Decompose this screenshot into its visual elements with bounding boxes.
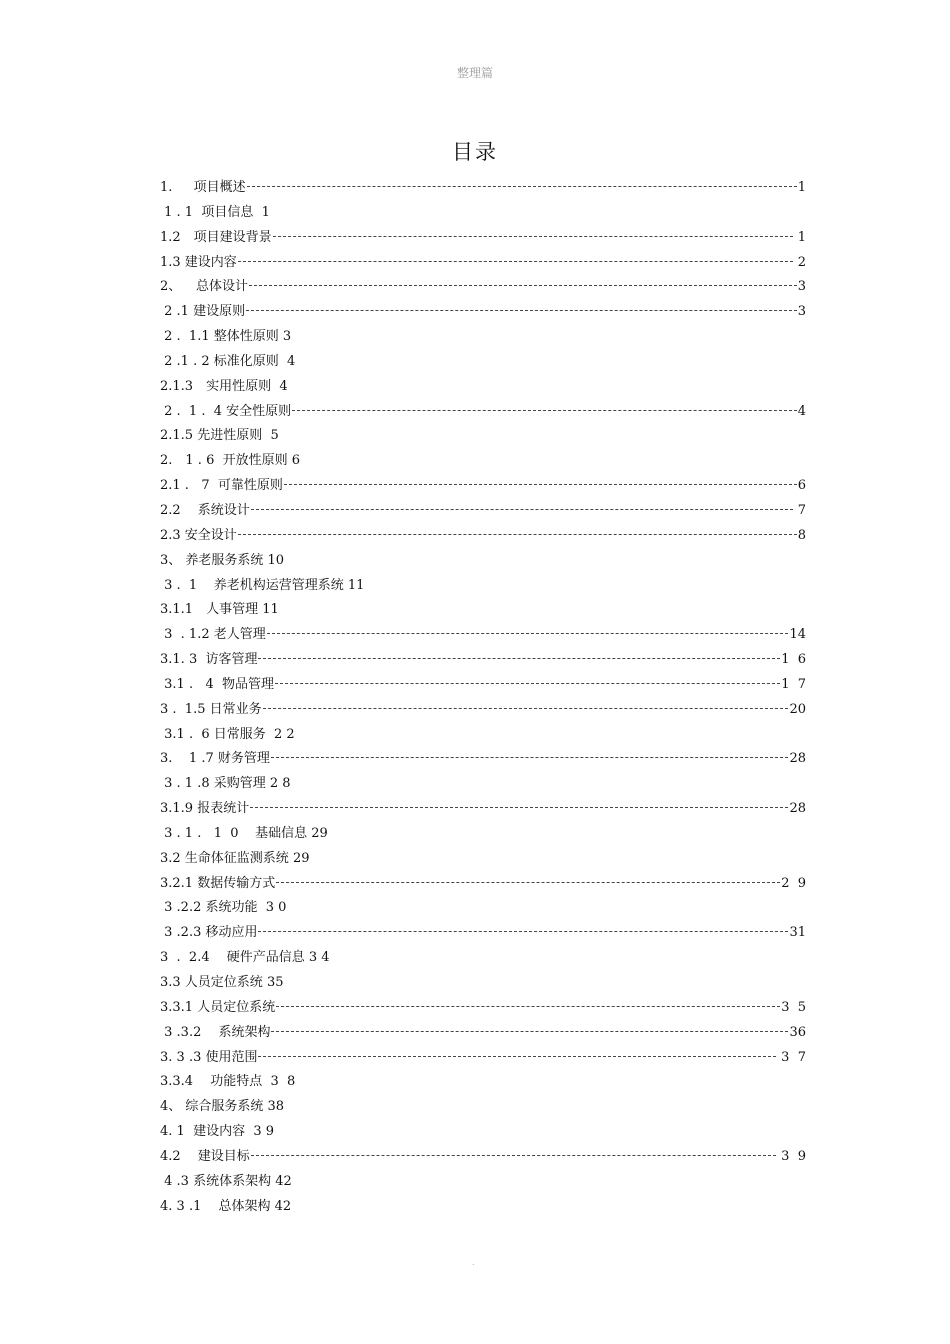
toc-entry[interactable] [160,772,806,797]
toc-entry-label: 2.1.5 先进性原则 5 [160,428,279,444]
toc-entry-label: 3.3.4 功能特点 3 8 [160,1074,296,1090]
toc-entry-page: 3 [797,304,806,320]
toc-entry-label: 3.3.1 人员定位系统 [160,999,276,1015]
toc-entry-label: 3.1 . 6 日常服务 2 2 [160,726,295,742]
toc-entry[interactable] [160,325,806,350]
toc-entry[interactable] [160,1021,806,1046]
toc-entry-label: 2.2 系统设计 [160,502,250,518]
toc-entry-page: 2 9 [781,875,806,891]
toc-entry[interactable] [160,921,806,946]
toc-entry-page: 1 [793,229,806,245]
toc-entry[interactable] [160,673,806,698]
toc-entry-label: 3 . 1 .8 采购管理 2 8 [160,776,291,792]
toc-entry-label: 4. 1 建设内容 3 9 [160,1124,275,1140]
toc-entry-page: 31 [789,925,806,941]
toc-entry-page: 1 6 [781,652,806,668]
toc-entry-page: 3 7 [777,1049,806,1065]
toc-leader-dots [258,930,788,932]
toc-leader-dots [263,707,789,709]
toc-entry-label: 3 . 1 . 1 0 基础信息 29 [160,825,328,841]
toc-leader-dots [238,533,797,535]
toc-leader-dots [251,1154,776,1156]
toc-leader-dots [275,682,780,684]
toc-entry[interactable] [160,226,806,251]
toc-entry-label: 4、 综合服务系统 38 [160,1099,285,1115]
toc-entry[interactable] [160,350,806,375]
toc-entry[interactable] [160,474,806,499]
toc-leader-dots [276,1005,780,1007]
toc-entry[interactable] [160,499,806,524]
toc-entry-label: 3 . 1.2 老人管理 [160,627,266,643]
page-header: 整理篇 [456,66,493,80]
toc-entry-label: 3. 3 .3 使用范围 [160,1049,258,1065]
toc-entry[interactable] [160,847,806,872]
toc-leader-dots [251,508,793,510]
toc-entry-label: 3.1.1 人事管理 11 [160,602,279,618]
toc-entry-label: 2 .1 . 2 标准化原则 4 [160,353,296,369]
toc-entry-page: 8 [797,527,806,543]
toc-entry[interactable] [160,698,806,723]
toc-entry[interactable] [160,623,806,648]
toc-entry-label: 4.2 建设目标 [160,1148,250,1164]
toc-entry[interactable] [160,300,806,325]
toc-entry-label: 1. 项目概述 [160,180,246,195]
toc-entry[interactable] [160,822,806,847]
toc-entry-page: 3 [797,279,806,295]
toc-entry-label: 3.1 . 4 物品管理 [160,676,275,692]
toc-entry-page: 28 [789,801,806,817]
toc-entry-label: 4. 3 .1 总体架构 42 [160,1198,292,1214]
toc-entry[interactable] [160,1070,806,1095]
toc-entry[interactable] [160,946,806,971]
toc-leader-dots [292,409,797,411]
toc-entry-label: 3 . 2.4 硬件产品信息 3 4 [160,950,330,966]
toc-leader-dots [258,1055,776,1057]
toc-entry[interactable] [160,872,806,897]
toc-entry-page: 1 [797,180,806,195]
toc-entry-page: 7 [793,502,806,518]
toc-entry-label: 1.2 项目建设背景 [160,229,272,245]
toc-entry[interactable] [160,1095,806,1120]
toc-entry-label: 1.3 建设内容 [160,254,237,270]
toc-entry-label: 3. 1 .7 财务管理 [160,751,270,767]
toc-entry[interactable] [160,747,806,772]
toc-entry-label: 3、 养老服务系统 10 [160,552,285,568]
toc-entry[interactable] [160,598,806,623]
toc-entry-page: 28 [789,751,806,767]
toc-entry-label: 3 .2.2 系统功能 3 0 [160,900,287,916]
toc-leader-dots [249,284,797,286]
toc-entry-page: 36 [789,1024,806,1040]
toc-entry-label: 3.2.1 数据传输方式 [160,875,276,891]
toc-entry[interactable] [160,1046,806,1071]
toc-entry[interactable] [160,375,806,400]
toc-entry[interactable] [160,400,806,425]
page-title: 目录 [452,140,498,164]
toc-entry-label: 2 .1 建设原则 [160,304,246,320]
toc-leader-dots [271,1030,788,1032]
toc-entry-label: 3 .2.3 移动应用 [160,925,258,941]
toc-entry[interactable] [160,424,806,449]
toc-entry[interactable] [160,524,806,549]
toc-entry-page: 20 [789,701,806,717]
toc-leader-dots [273,235,793,237]
toc-leader-dots [250,806,788,808]
toc-leader-dots [267,632,789,634]
toc-leader-dots [247,185,797,187]
toc-entry-label: 3 . 1.5 日常业务 [160,701,262,717]
toc-entry[interactable] [160,201,806,226]
toc-entry-label: 2. 1 . 6 开放性原则 6 [160,453,301,469]
toc-entry-label: 3 . 1 养老机构运营管理系统 11 [160,577,365,593]
toc-entry[interactable] [160,648,806,673]
toc-entry[interactable] [160,449,806,474]
toc-entry-label: 3.3 人员定位系统 35 [160,975,284,990]
toc-entry[interactable] [160,896,806,921]
toc-entry-page: 1 7 [781,676,806,692]
table-of-contents [160,176,806,1219]
toc-entry-label: 2 . 1.1 整体性原则 3 [160,329,292,345]
toc-entry[interactable] [160,1195,806,1220]
toc-entry[interactable] [160,797,806,822]
toc-entry[interactable] [160,971,806,996]
toc-entry[interactable] [160,275,806,300]
toc-leader-dots [271,756,789,758]
toc-entry-label: 3 .3.2 系统架构 [160,1024,271,1040]
toc-leader-dots [258,657,780,659]
toc-entry-label: 3.1. 3 访客管理 [160,652,258,668]
page-footer: . [472,1258,475,1267]
toc-entry-label: 2 . 1 . 4 安全性原则 [160,403,292,419]
toc-entry[interactable] [160,574,806,599]
toc-entry[interactable] [160,1145,806,1170]
toc-leader-dots [284,483,797,485]
toc-entry-label: 4 .3 系统体系架构 42 [160,1173,292,1189]
toc-entry-page: 3 9 [777,1148,806,1164]
toc-entry-label: 2.1.3 实用性原则 4 [160,378,288,394]
toc-leader-dots [246,309,797,311]
toc-entry-label: 3.2 生命体征监测系统 29 [160,850,310,866]
toc-entry[interactable] [160,1120,806,1145]
toc-entry-label: 1 . 1 项目信息 1 [160,204,270,220]
toc-entry-label: 2、 总体设计 [160,279,249,295]
toc-leader-dots [276,881,780,883]
toc-entry[interactable] [160,723,806,748]
toc-entry[interactable] [160,549,806,574]
toc-entry[interactable] [160,176,806,201]
toc-entry[interactable] [160,251,806,276]
toc-entry[interactable] [160,1170,806,1195]
toc-leader-dots [238,260,793,262]
toc-entry-page: 3 5 [781,999,806,1015]
toc-entry-page: 4 [797,403,806,419]
toc-entry-label: 2.1 . 7 可靠性原则 [160,478,283,494]
toc-entry[interactable] [160,996,806,1021]
toc-entry-page: 6 [797,478,806,494]
toc-entry-page: 2 [793,254,806,270]
toc-entry-label: 2.3 安全设计 [160,527,237,543]
toc-entry-label: 3.1.9 报表统计 [160,801,250,817]
toc-entry-page: 14 [789,627,806,643]
